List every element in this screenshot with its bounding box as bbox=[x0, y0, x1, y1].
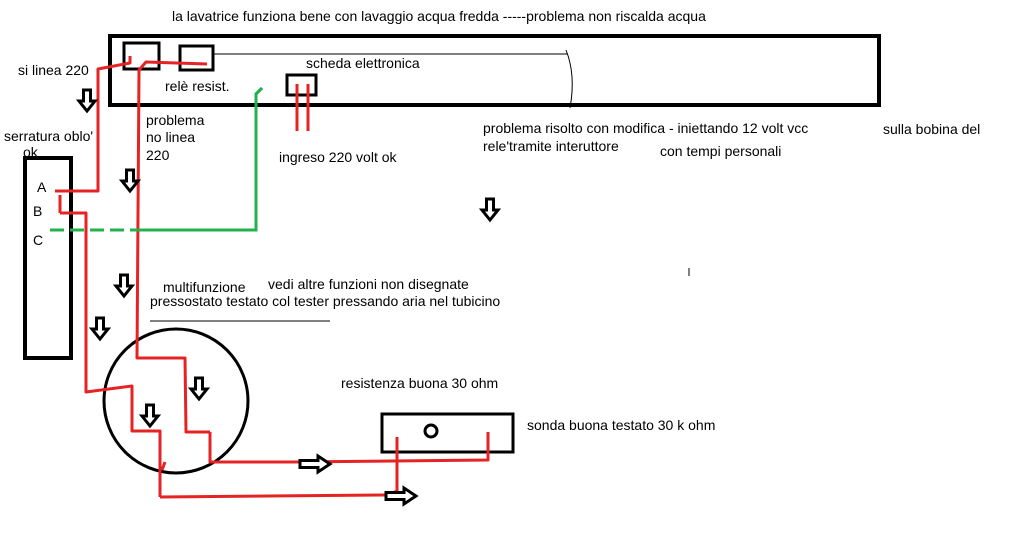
label-problema-3: 220 bbox=[146, 147, 170, 163]
label-risolto-1: problema risolto con modifica - iniettando 12 volt vcc bbox=[483, 120, 809, 136]
arrow-down-icon bbox=[191, 378, 207, 399]
diagram-title: la lavatrice funziona bene con lavaggio acqua fredda -----problema non riscalda acqua bbox=[172, 8, 706, 24]
label-serratura-1: serratura oblo' bbox=[4, 128, 94, 144]
door-lock-box bbox=[25, 158, 71, 358]
arrow-right-icon bbox=[386, 488, 416, 504]
arrow-down-icon bbox=[92, 318, 108, 339]
arrow-down-icon bbox=[142, 405, 158, 426]
control-board-box bbox=[110, 36, 879, 105]
label-risolto-2: sulla bobina del bbox=[883, 121, 981, 137]
heater-box bbox=[382, 414, 513, 452]
label-risolto-3: rele'tramite interuttore bbox=[483, 138, 619, 154]
wire-switch-to-heater-1 bbox=[210, 432, 488, 462]
label-problema-2: no linea bbox=[146, 129, 196, 145]
wire-door-to-switch bbox=[60, 195, 160, 497]
arrow-down-icon bbox=[122, 170, 138, 191]
arrow-down-icon bbox=[482, 199, 498, 220]
label-ingresso: ingreso 220 volt ok bbox=[279, 149, 397, 165]
label-pressostato: pressostato testato col tester pressando aria nel tubicino bbox=[150, 293, 501, 309]
label-sonda: sonda buona testato 30 k ohm bbox=[527, 417, 716, 433]
label-terminal-b: B bbox=[33, 203, 43, 219]
label-multifunzione: multifunzione bbox=[163, 279, 246, 295]
arrow-down-icon bbox=[79, 90, 95, 111]
label-risolto-4: con tempi personali bbox=[660, 143, 782, 159]
label-problema-1: problema bbox=[146, 112, 205, 128]
arrow-down-icon bbox=[116, 275, 132, 296]
label-resistenza: resistenza buona 30 ohm bbox=[341, 375, 499, 391]
arrow-right-icon bbox=[300, 456, 330, 472]
label-scheda: scheda elettronica bbox=[306, 55, 420, 71]
label-si-linea: si linea 220 bbox=[18, 62, 89, 78]
label-serratura-2: ok bbox=[23, 144, 38, 160]
wire-switch-to-heater-2 bbox=[160, 437, 397, 497]
label-terminal-c: C bbox=[33, 232, 44, 248]
power-input-connector bbox=[287, 75, 316, 95]
label-vedi: vedi altre funzioni non disegnate bbox=[268, 276, 469, 292]
resistance-relay bbox=[180, 46, 213, 70]
board-inner-curve bbox=[566, 50, 572, 108]
label-rele: relè resist. bbox=[165, 78, 230, 94]
wire-small-tail bbox=[162, 462, 165, 470]
label-terminal-a: A bbox=[37, 179, 47, 195]
pressure-switch-circle bbox=[104, 329, 248, 473]
temperature-probe bbox=[425, 425, 437, 437]
